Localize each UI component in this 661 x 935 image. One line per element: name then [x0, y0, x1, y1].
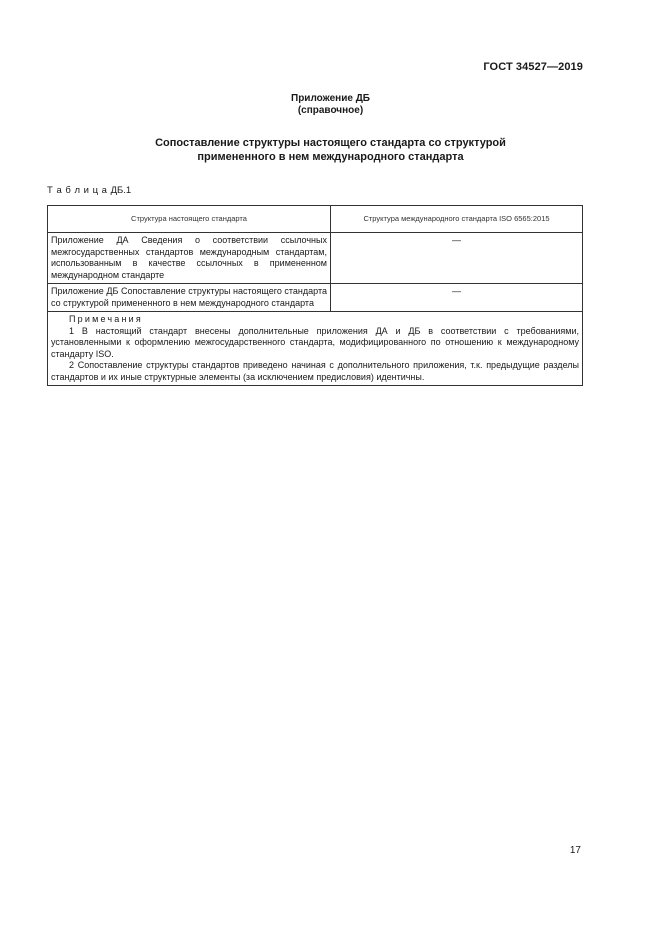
- column-header-international-standard: Структура международного стандарта ISO 6565:2015: [331, 206, 583, 233]
- table-caption: [47, 185, 131, 196]
- table-cell: —: [331, 233, 583, 284]
- section-title-line-1: Сопоставление структуры настоящего стандарта со структурой: [155, 137, 506, 149]
- annex-subtitle: (справочное): [297, 105, 364, 116]
- table-cell: —: [331, 284, 583, 312]
- page-number: 17: [569, 845, 581, 856]
- section-title: [0, 136, 661, 164]
- annex-title: Приложение ДБ: [291, 93, 370, 104]
- table-caption-prefix: Т а б л и ц а: [47, 185, 108, 196]
- structure-comparison-table: [47, 205, 583, 386]
- note-item: 2 Сопоставление структуры стандартов приведено начиная с дополнительного приложения, т.к. предыдущие разделы стандартов и их иные структурные элементы (за исключением предисловия) идентичны.: [51, 360, 579, 382]
- annex-heading: [0, 93, 661, 117]
- note-item: 1 В настоящий стандарт внесены дополнительные приложения ДА и ДБ в соответствии с требованиями, установленными к оформлению межгосударственного стандарта, модифицированного по отношению к международному стандарту ISO.: [51, 325, 579, 359]
- column-header-this-standard: Структура настоящего стандарта: [48, 206, 331, 233]
- table-notes: [48, 312, 583, 386]
- document-code: ГОСТ 34527—2019: [483, 61, 583, 73]
- table-row: [48, 233, 583, 284]
- table-cell: Приложение ДА Сведения о соответствии ссылочных межгосударственных стандартов международным стандартам, использованным в качестве ссылочных в примененном международном стандарте: [48, 233, 331, 284]
- notes-heading: Примечания: [69, 314, 143, 324]
- table-cell: Приложение ДБ Сопоставление структуры настоящего стандарта со структурой примененного в нем международного стандарта: [48, 284, 331, 312]
- table-header-row: [48, 206, 583, 233]
- table-notes-row: [48, 312, 583, 386]
- table-caption-number: ДБ.1: [110, 185, 132, 196]
- section-title-line-2: примененного в нем международного стандарта: [197, 151, 464, 163]
- table-row: [48, 284, 583, 312]
